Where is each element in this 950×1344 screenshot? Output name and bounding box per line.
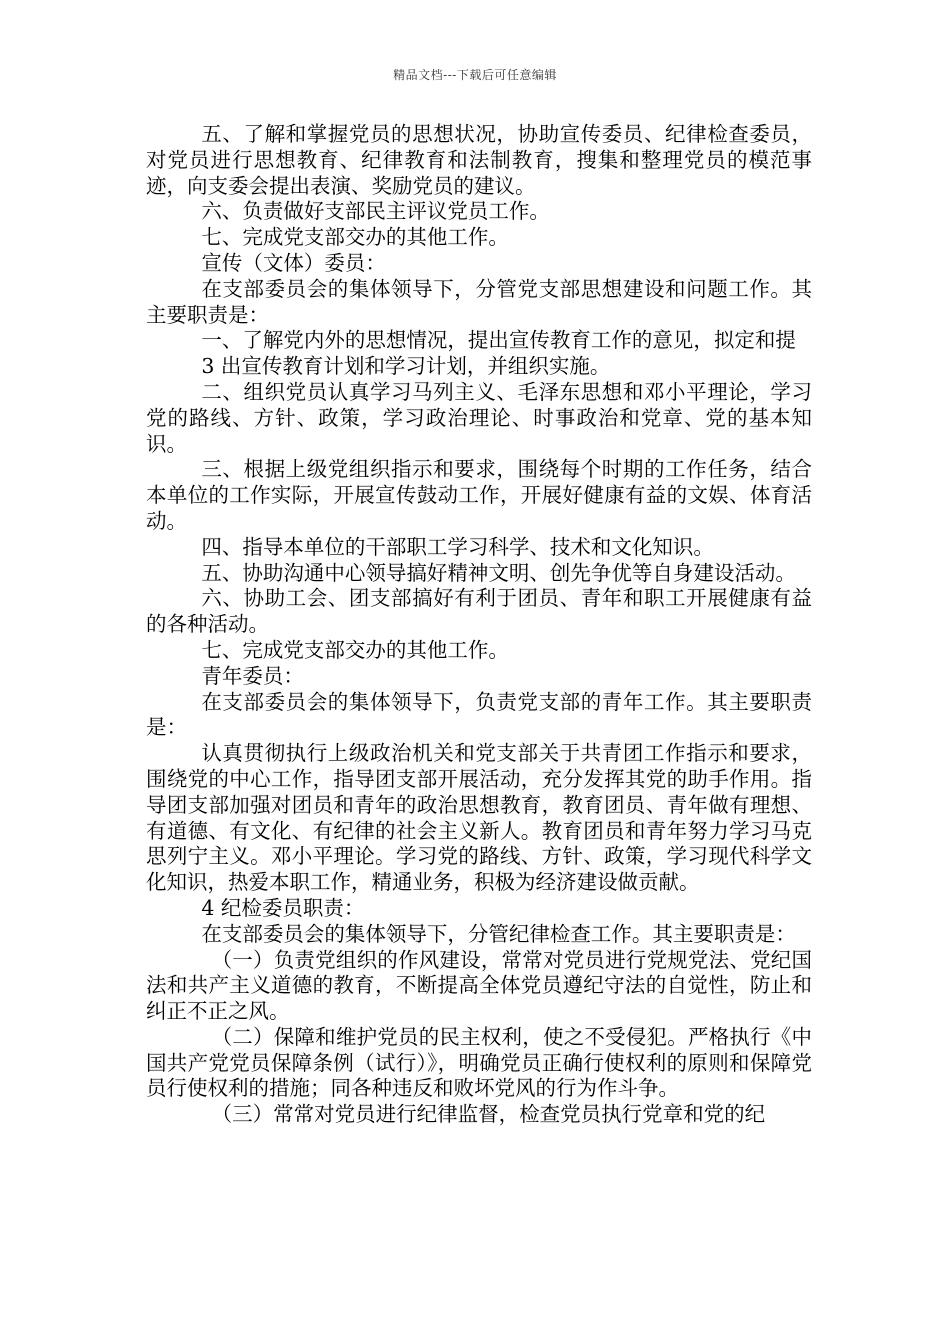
paragraph-propaganda-7: 七、完成党支部交办的其他工作。 [201,637,509,662]
paragraph-6-democratic-review: 六、负责做好支部民主评议党员工作。 [201,199,550,224]
paragraph-youth-duties: 认真贯彻执行上级政治机关和党支部关于共青团工作指示和要求，围绕党的中心工作，指导团支部开展活动，充分发挥其党的助手作用。指导团支部加强对团员和青年的政治思想教育，教育团员、青年做有理想、有道德、有文化、有纪律的社会主义新人。教育团员和青年努力学习马克思列宁主义。邓小平理论。学习党的路线、方针、政策，学习现代科学文化知识，热爱本职工作，精通业务，积极为经济建设做贡献。 [146,741,812,895]
paragraph-propaganda-2: 二、组织党员认真学习马列主义、毛泽东思想和邓小平理论，学习党的路线、方针、政策，学习政治理论、时事政治和党章、党的基本知识。 [146,379,812,456]
paragraph-7-other-work: 七、完成党支部交办的其他工作。 [201,225,509,250]
paragraph-propaganda-3: 三、根据上级党组织指示和要求，围绕每个时期的工作任务，结合本单位的工作实际，开展宣传鼓动工作，开展好健康有益的文娱、体育活动。 [146,457,812,533]
page-header: 精品文档---下载后可任意编辑 [393,68,557,82]
section-heading-youth: 青年委员： [201,663,304,688]
paragraph-propaganda-4: 四、指导本单位的干部职工学习科学、技术和文化知识。 [201,534,714,559]
paragraph-discipline-intro: 在支部委员会的集体领导下，分管纪律检查工作。其主要职责是： [201,921,796,946]
section-heading-discipline: 4 纪检委员职责： [201,895,365,920]
paragraph-youth-intro: 在支部委员会的集体领导下，负责党支部的青年工作。其主要职责是： [146,689,812,740]
paragraph-propaganda-1: 一、了解党内外的思想情况，提出宣传教育工作的意见，拟定和提 [201,328,796,353]
section-heading-propaganda: 宣传（文体）委员： [201,250,386,275]
paragraph-propaganda-intro: 在支部委员会的集体领导下，分管党支部思想建设和问题工作。其主要职责是： [146,276,812,327]
document-body [146,122,812,1128]
paragraph-propaganda-5: 五、协助沟通中心领导搞好精神文明、创先争优等自身建设活动。 [201,560,796,585]
paragraph-discipline-2: （二）保障和维护党员的民主权利，使之不受侵犯。严格执行《中国共产党党员保障条例（试行）》，明确党员正确行使权利的原则和保障党员行使权利的措施；同各种违反和败坏党风的行为作斗争。 [146,1024,812,1101]
paragraph-propaganda-6: 六、协助工会、团支部搞好有利于团员、青年和职工开展健康有益的各种活动。 [146,586,812,637]
paragraph-5-understand-members: 五、了解和掌握党员的思想状况，协助宣传委员、纪律检查委员，对党员进行思想教育、纪律教育和法制教育，搜集和整理党员的模范事迹，向支委会提出表演、奖励党员的建议。 [146,122,812,198]
paragraph-discipline-1: （一）负责党组织的作风建设，常常对党员进行党规党法、党纪国法和共产主义道德的教育，不断提高全体党员遵纪守法的自觉性，防止和纠正不正之风。 [146,947,812,1024]
paragraph-propaganda-1-cont: 3 出宣传教育计划和学习计划，并组织实施。 [201,354,611,379]
paragraph-discipline-3: （三）常常对党员进行纪律监督，检查党员执行党章和党的纪 [211,1102,766,1127]
